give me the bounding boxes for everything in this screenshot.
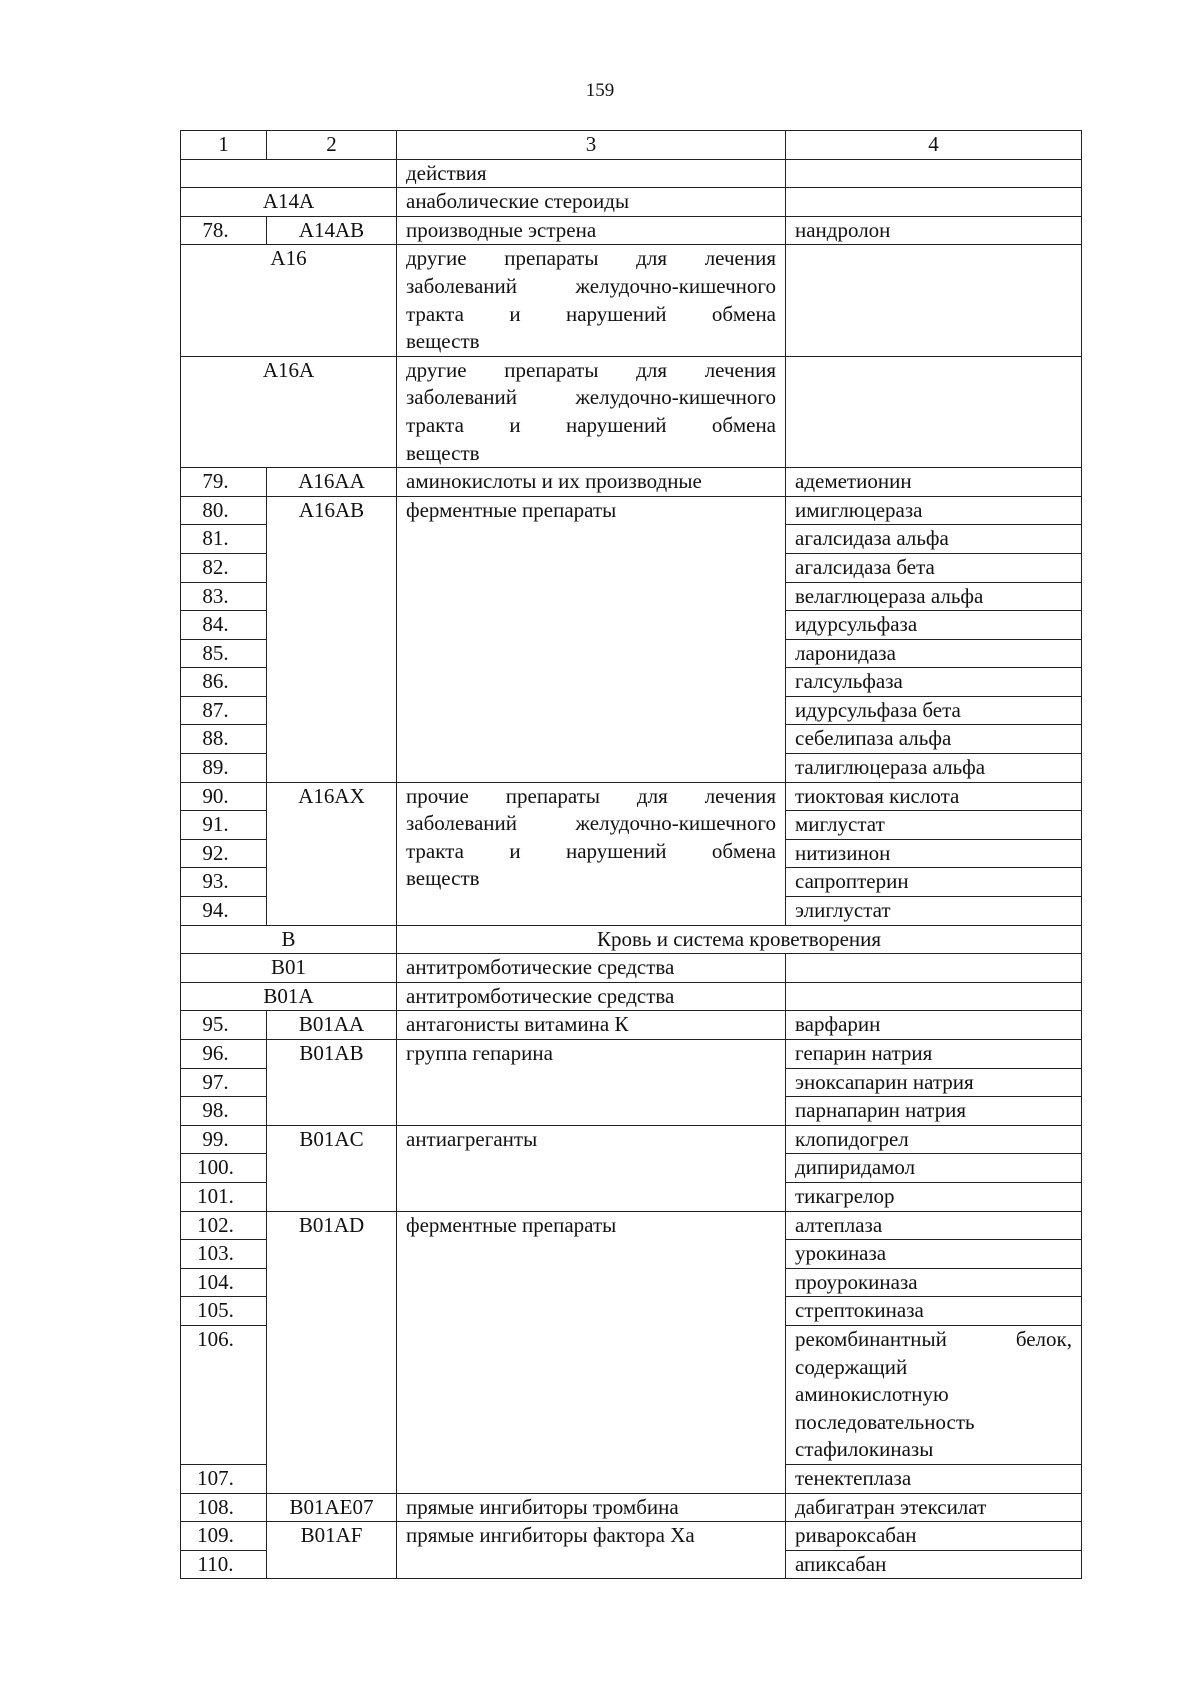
drug-name-cell: дипиридамол	[786, 1154, 1082, 1183]
row-number-cell: 106.	[181, 1325, 267, 1464]
drug-name-cell: элиглустат	[786, 897, 1082, 926]
row-number-cell: 92.	[181, 839, 267, 868]
table-row	[181, 216, 1082, 245]
row-number-cell: 103.	[181, 1240, 267, 1269]
drug-name-cell: варфарин	[786, 1011, 1082, 1040]
atc-code-cell: A16A	[181, 356, 397, 467]
row-number-cell: 105.	[181, 1297, 267, 1326]
drug-table	[180, 130, 1082, 1579]
row-number-cell: 90.	[181, 782, 267, 811]
table-row	[181, 1125, 1082, 1154]
atc-code-cell: B01	[181, 954, 397, 983]
description-cell: ферментные препараты	[397, 496, 786, 782]
row-number-cell: 91.	[181, 811, 267, 840]
row-number-cell: 87.	[181, 696, 267, 725]
header-cell: 1	[181, 131, 267, 160]
row-number-cell: 89.	[181, 754, 267, 783]
row-number-cell: 101.	[181, 1182, 267, 1211]
row-number-cell: 93.	[181, 868, 267, 897]
description-cell: антитромботические средства	[397, 954, 786, 983]
drug-name-cell: эноксапарин натрия	[786, 1068, 1082, 1097]
description-cell: производные эстрена	[397, 216, 786, 245]
row-number-cell: 99.	[181, 1125, 267, 1154]
drug-name-cell: имиглюцераза	[786, 496, 1082, 525]
row-number-cell: 88.	[181, 725, 267, 754]
atc-code-cell: A16	[181, 245, 397, 356]
drug-name-cell: велаглюцераза альфа	[786, 582, 1082, 611]
table-row	[181, 496, 1082, 525]
description-cell: анаболические стероиды	[397, 188, 786, 217]
drug-name-cell: сапроптерин	[786, 868, 1082, 897]
description-cell: антиагреганты	[397, 1125, 786, 1211]
drug-name-cell: алтеплаза	[786, 1211, 1082, 1240]
row-number-cell: 95.	[181, 1011, 267, 1040]
drug-name-cell: себелипаза альфа	[786, 725, 1082, 754]
table-row	[181, 356, 1082, 467]
row-number-cell: 79.	[181, 468, 267, 497]
drug-name-cell: ларонидаза	[786, 639, 1082, 668]
row-number-cell: 109.	[181, 1522, 267, 1551]
description-cell: прямые ингибиторы фактора Ха	[397, 1522, 786, 1579]
drug-name-cell: тиоктовая кислота	[786, 782, 1082, 811]
drug-name-cell: дабигатран этексилат	[786, 1493, 1082, 1522]
table-row	[181, 982, 1082, 1011]
row-number-cell: 85.	[181, 639, 267, 668]
description-cell: антитромботические средства	[397, 982, 786, 1011]
description-cell: группа гепарина	[397, 1040, 786, 1126]
table-row	[181, 1211, 1082, 1240]
header-cell: 2	[267, 131, 397, 160]
description-cell: ферментные препараты	[397, 1211, 786, 1493]
table-row	[181, 782, 1082, 811]
row-number-cell: 82.	[181, 553, 267, 582]
description-cell: прочие препараты для лечения заболеваний желудочно-кишечного тракта и нарушений обмена веществ	[397, 782, 786, 925]
drug-name-cell: агалсидаза бета	[786, 553, 1082, 582]
atc-code-cell: A14AB	[267, 216, 397, 245]
atc-code-cell: B	[181, 925, 397, 954]
atc-code-cell: B01AB	[267, 1040, 397, 1126]
table-row	[181, 245, 1082, 356]
drug-name-cell: проурокиназа	[786, 1268, 1082, 1297]
drug-name-cell: стрептокиназа	[786, 1297, 1082, 1326]
table-row	[181, 1040, 1082, 1069]
drug-name-cell: парнапарин натрия	[786, 1097, 1082, 1126]
row-number-cell: 107.	[181, 1464, 267, 1493]
drug-name-cell: галсульфаза	[786, 668, 1082, 697]
row-number-cell: 108.	[181, 1493, 267, 1522]
drug-name-cell: гепарин натрия	[786, 1040, 1082, 1069]
drug-name-cell: тенектеплаза	[786, 1464, 1082, 1493]
atc-code-cell: B01A	[181, 982, 397, 1011]
description-cell: действия	[397, 159, 786, 188]
page-number: 159	[585, 80, 615, 101]
row-number-cell: 97.	[181, 1068, 267, 1097]
section-title: Кровь и система кроветворения	[397, 925, 1082, 954]
atc-code-cell: B01AC	[267, 1125, 397, 1211]
drug-name-cell: рекомбинантный белок, содержащий аминокислотную последовательность стафилокиназы	[786, 1325, 1082, 1464]
drug-name-cell: идурсульфаза	[786, 611, 1082, 640]
row-number-cell: 78.	[181, 216, 267, 245]
row-number-cell: 96.	[181, 1040, 267, 1069]
atc-code-cell: B01AF	[267, 1522, 397, 1579]
atc-code-cell: A16AA	[267, 468, 397, 497]
description-cell: антагонисты витамина К	[397, 1011, 786, 1040]
table-row	[181, 1493, 1082, 1522]
section-row	[181, 925, 1082, 954]
row-number-cell: 83.	[181, 582, 267, 611]
row-number-cell: 81.	[181, 525, 267, 554]
drug-name-cell: нандролон	[786, 216, 1082, 245]
atc-code-cell: A16AX	[267, 782, 397, 925]
drug-name-cell: талиглюцераза альфа	[786, 754, 1082, 783]
drug-name-cell: апиксабан	[786, 1550, 1082, 1579]
row-number-cell: 100.	[181, 1154, 267, 1183]
row-number-cell: 94.	[181, 897, 267, 926]
row-number-cell: 104.	[181, 1268, 267, 1297]
drug-name-cell: агалсидаза альфа	[786, 525, 1082, 554]
drug-name-cell: ривароксабан	[786, 1522, 1082, 1551]
table-row	[181, 188, 1082, 217]
table-header-row	[181, 131, 1082, 160]
table-row	[181, 1011, 1082, 1040]
drug-name-cell: тикагрелор	[786, 1182, 1082, 1211]
table-row	[181, 954, 1082, 983]
drug-name-cell: клопидогрел	[786, 1125, 1082, 1154]
header-cell: 3	[397, 131, 786, 160]
table-row	[181, 159, 1082, 188]
row-number-cell: 102.	[181, 1211, 267, 1240]
table-row	[181, 468, 1082, 497]
description-cell: другие препараты для лечения заболеваний желудочно-кишечного тракта и нарушений обмена веществ	[397, 356, 786, 467]
header-cell: 4	[786, 131, 1082, 160]
drug-name-cell: адеметионин	[786, 468, 1082, 497]
drug-name-cell: урокиназа	[786, 1240, 1082, 1269]
row-number-cell: 84.	[181, 611, 267, 640]
atc-code-cell: A16AB	[267, 496, 397, 782]
row-number-cell: 98.	[181, 1097, 267, 1126]
drug-name-cell: миглустат	[786, 811, 1082, 840]
atc-code-cell: A14A	[181, 188, 397, 217]
atc-code-cell: B01AE07	[267, 1493, 397, 1522]
table-row	[181, 1522, 1082, 1551]
drug-name-cell: нитизинон	[786, 839, 1082, 868]
description-cell: аминокислоты и их производные	[397, 468, 786, 497]
row-number-cell: 80.	[181, 496, 267, 525]
description-cell: другие препараты для лечения заболеваний желудочно-кишечного тракта и нарушений обмена веществ	[397, 245, 786, 356]
row-number-cell: 86.	[181, 668, 267, 697]
atc-code-cell: B01AA	[267, 1011, 397, 1040]
row-number-cell: 110.	[181, 1550, 267, 1579]
description-cell: прямые ингибиторы тромбина	[397, 1493, 786, 1522]
drug-name-cell: идурсульфаза бета	[786, 696, 1082, 725]
atc-code-cell: B01AD	[267, 1211, 397, 1493]
